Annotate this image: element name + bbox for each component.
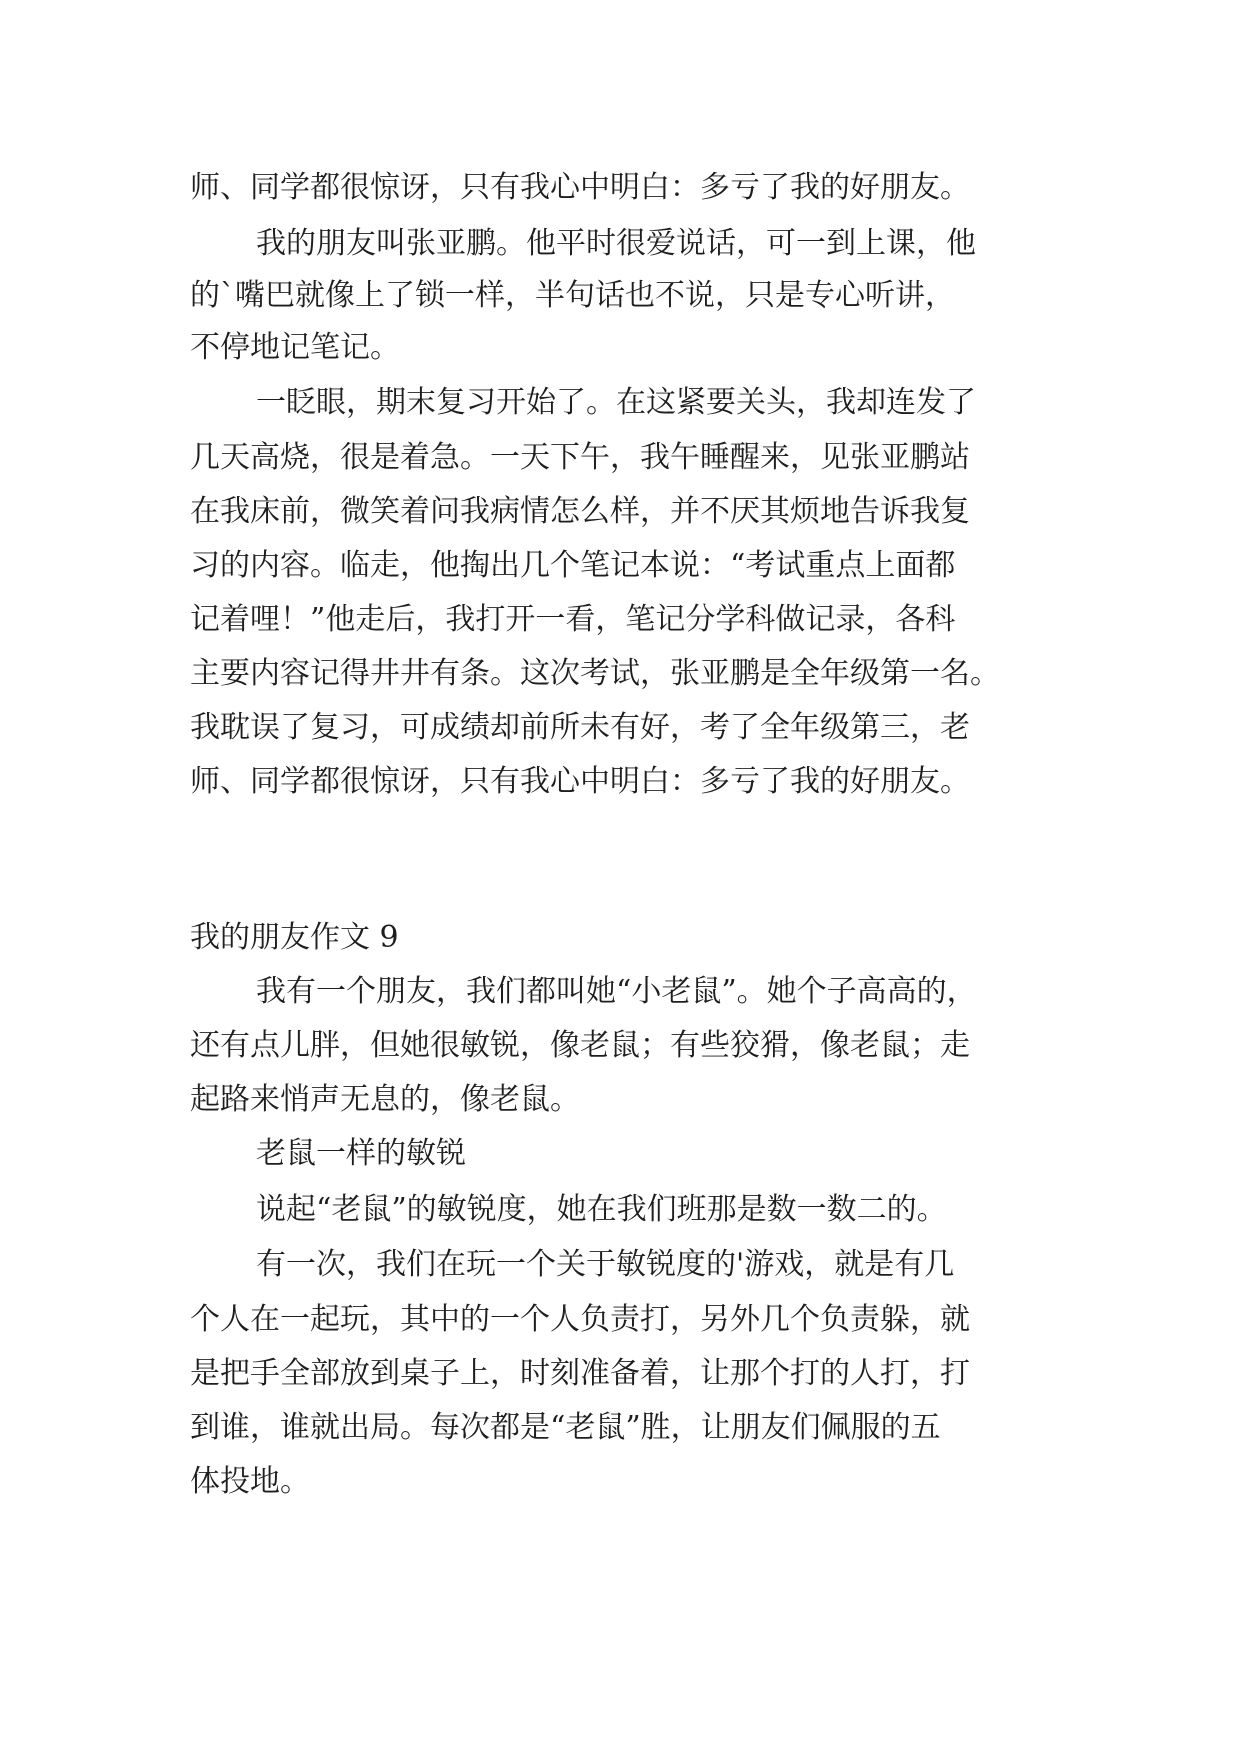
text-line: 师、同学都很惊讶，只有我心中明白：多亏了我的好朋友。: [190, 170, 970, 205]
text-line: 记着哩！”他走后，我打开一看，笔记分学科做记录，各科: [190, 602, 956, 637]
text-line: 体投地。: [190, 1464, 310, 1499]
paragraph-start: 我的朋友叫张亚鹏。他平时很爱说话，可一到上课，他: [256, 226, 976, 261]
paragraph-start: 说起“老鼠”的敏锐度，她在我们班那是数一数二的。: [256, 1192, 947, 1227]
paragraph-start: 有一次，我们在玩一个关于敏锐度的'游戏，就是有几: [256, 1247, 955, 1282]
subheading: 老鼠一样的敏锐: [256, 1136, 466, 1171]
text-line: 到谁，谁就出局。每次都是“老鼠”胜，让朋友们佩服的五: [190, 1410, 941, 1445]
text-line: 习的内容。临走，他掏出几个笔记本说：“考试重点上面都: [190, 548, 956, 583]
text-line: 个人在一起玩，其中的一个人负责打，另外几个负责躲，就: [190, 1302, 970, 1337]
text-line: 不停地记笔记。: [190, 330, 400, 365]
paragraph-start: 一眨眼，期末复习开始了。在这紧要关头，我却连发了: [256, 385, 976, 420]
text-line: 几天高烧，很是着急。一天下午，我午睡醒来，见张亚鹏站: [190, 440, 970, 475]
text-line: 是把手全部放到桌子上，时刻准备着，让那个打的人打，打: [190, 1356, 970, 1391]
text-line: 主要内容记得井井有条。这次考试，张亚鹏是全年级第一名。: [190, 656, 1000, 691]
text-line: 师、同学都很惊讶，只有我心中明白：多亏了我的好朋友。: [190, 764, 970, 799]
text-line: 在我床前，微笑着问我病情怎么样，并不厌其烦地告诉我复: [190, 494, 970, 529]
section-heading: 我的朋友作文 9: [190, 920, 399, 955]
text-line: 起路来悄声无息的，像老鼠。: [190, 1082, 580, 1117]
text-line: 的`嘴巴就像上了锁一样，半句话也不说，只是专心听讲，: [190, 278, 955, 313]
text-line: 还有点儿胖，但她很敏锐，像老鼠；有些狡猾，像老鼠；走: [190, 1028, 970, 1063]
paragraph-start: 我有一个朋友，我们都叫她“小老鼠”。她个子高高的，: [256, 974, 977, 1009]
text-line: 我耽误了复习，可成绩却前所未有好，考了全年级第三，老: [190, 710, 970, 745]
